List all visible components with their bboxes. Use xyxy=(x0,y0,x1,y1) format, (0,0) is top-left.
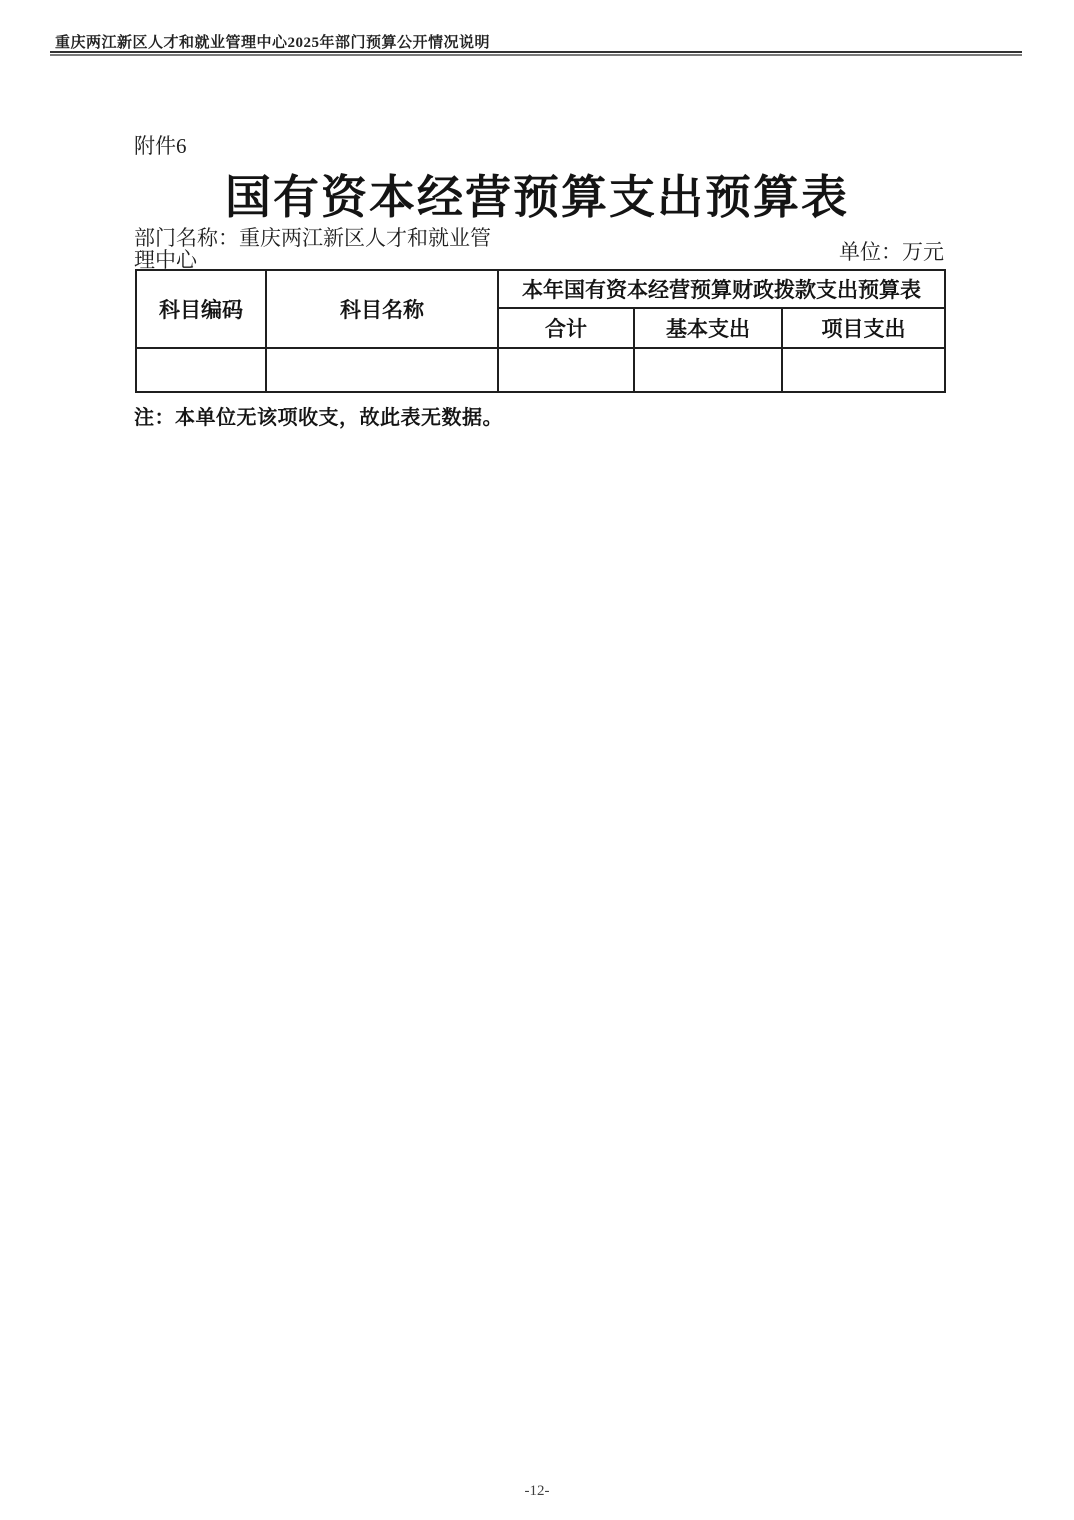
column-header-basic-expenditure: 基本支出 xyxy=(634,308,782,348)
cell-basic-expenditure xyxy=(634,348,782,392)
page-title: 国有资本经营预算支出预算表 xyxy=(225,172,849,223)
table-row xyxy=(136,348,945,392)
column-header-project-expenditure: 项目支出 xyxy=(782,308,945,348)
cell-subject-code xyxy=(136,348,266,392)
column-header-subject-name: 科目名称 xyxy=(266,270,498,348)
unit-label: 单位：万元 xyxy=(839,240,944,264)
attachment-label: 附件6 xyxy=(134,134,187,158)
department-name-label: 部门名称：重庆两江新区人才和就业管理中心 xyxy=(134,226,491,272)
page-number: -12- xyxy=(524,1483,550,1499)
cell-subject-name xyxy=(266,348,498,392)
column-group-header-fiscal-appropriation: 本年国有资本经营预算财政拨款支出预算表 xyxy=(498,270,945,308)
running-header: 重庆两江新区人才和就业管理中心2025年部门预算公开情况说明 xyxy=(55,35,491,51)
cell-project-expenditure xyxy=(782,348,945,392)
column-header-subject-code: 科目编码 xyxy=(136,270,266,348)
table-header-row-1 xyxy=(136,270,945,308)
note-text: 注：本单位无该项收支，故此表无数据。 xyxy=(134,407,503,429)
budget-table xyxy=(135,269,946,393)
cell-total xyxy=(498,348,634,392)
header-divider xyxy=(50,51,1022,56)
column-header-total: 合计 xyxy=(498,308,634,348)
